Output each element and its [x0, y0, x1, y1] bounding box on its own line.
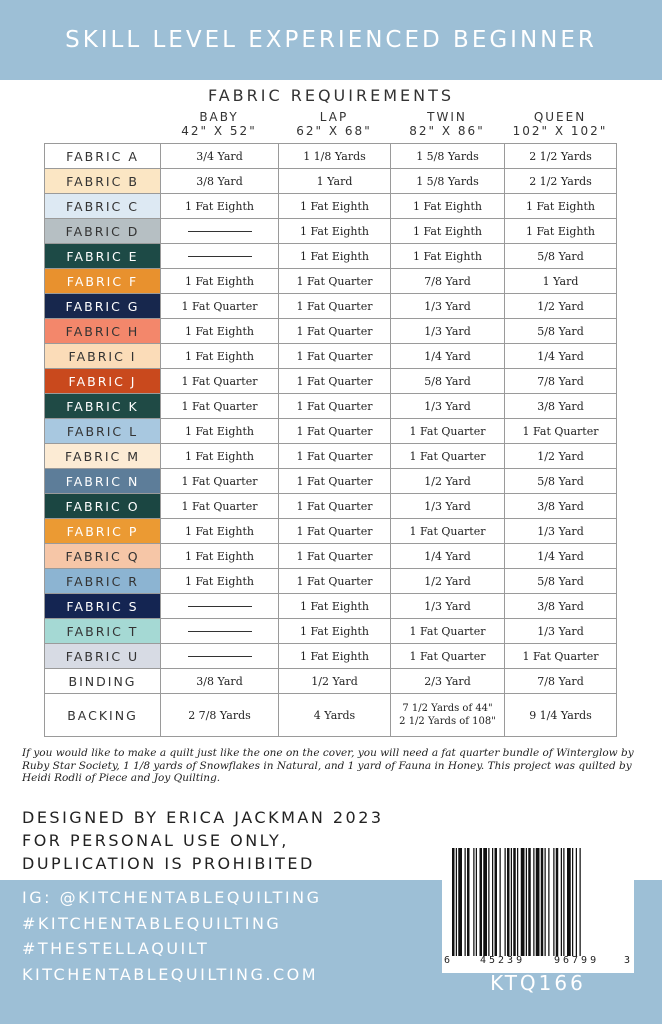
amount-cell: 5/8 Yard	[505, 569, 617, 594]
fabric-name-cell: BACKING	[45, 694, 161, 737]
amount-cell: 1 Fat Quarter	[279, 269, 391, 294]
amount-cell: 1/3 Yard	[505, 619, 617, 644]
barcode-bar	[526, 848, 527, 956]
amount-cell: 2 7/8 Yards	[161, 694, 279, 737]
table-row	[45, 294, 617, 319]
barcode-bar	[488, 848, 489, 956]
amount-cell: 1 Fat Eighth	[391, 194, 505, 219]
amount-cell: 5/8 Yard	[505, 244, 617, 269]
amount-cell: 1 Fat Quarter	[279, 394, 391, 419]
amount-cell: 1/3 Yard	[391, 319, 505, 344]
table-row	[45, 244, 617, 269]
amount-cell: 1/3 Yard	[391, 394, 505, 419]
fabric-name-cell: FABRIC K	[45, 394, 161, 419]
amount-cell: 1/3 Yard	[505, 519, 617, 544]
fabric-name-cell: FABRIC F	[45, 269, 161, 294]
fabric-name-cell: FABRIC L	[45, 419, 161, 444]
table-row	[45, 444, 617, 469]
amount-cell: 1 Yard	[279, 169, 391, 194]
barcode-bar	[561, 848, 562, 956]
amount-cell: 3/8 Yard	[505, 394, 617, 419]
table-row	[45, 419, 617, 444]
amount-cell: 1 Fat Eighth	[161, 444, 279, 469]
fabric-name-cell: FABRIC B	[45, 169, 161, 194]
barcode-bar	[473, 848, 474, 956]
table-row	[45, 619, 617, 644]
amount-cell: 4 Yards	[279, 694, 391, 737]
size-header-twin	[390, 110, 504, 138]
fabric-requirements-title: FABRIC REQUIREMENTS	[207, 86, 455, 105]
dash-line	[188, 656, 252, 657]
amount-cell: 1 Fat Eighth	[505, 219, 617, 244]
barcode-bar	[467, 848, 470, 956]
barcode-bar	[452, 848, 455, 956]
size-name: QUEEN	[533, 110, 587, 124]
amount-cell: 1/3 Yard	[391, 294, 505, 319]
barcode-bar	[572, 848, 573, 956]
barcode-bar	[536, 848, 540, 956]
amount-cell: 1 Fat Eighth	[279, 244, 391, 269]
fabric-name-cell: FABRIC P	[45, 519, 161, 544]
table-row	[45, 694, 617, 737]
fabric-name-cell: FABRIC U	[45, 644, 161, 669]
barcode-bar	[545, 848, 546, 956]
amount-cell: 1/3 Yard	[391, 594, 505, 619]
amount-cell: 1/2 Yard	[391, 469, 505, 494]
size-name: BABY	[199, 110, 239, 124]
barcode-bar	[533, 848, 534, 956]
not-needed-cell	[161, 644, 279, 669]
amount-cell: 1 Fat Quarter	[391, 644, 505, 669]
amount-cell: 1 Fat Eighth	[161, 419, 279, 444]
amount-cell: 1 Fat Eighth	[161, 544, 279, 569]
fabric-name-cell: FABRIC T	[45, 619, 161, 644]
size-header-queen	[504, 110, 616, 138]
amount-cell: 1 Fat Quarter	[279, 494, 391, 519]
fabric-name-cell: FABRIC I	[45, 344, 161, 369]
amount-cell: 1 Fat Quarter	[161, 369, 279, 394]
size-dims: 82" X 86"	[409, 124, 485, 138]
barcode-bar	[511, 848, 512, 956]
barcode-bar	[556, 848, 559, 956]
fabric-name-cell: FABRIC E	[45, 244, 161, 269]
fabric-name-cell: FABRIC M	[45, 444, 161, 469]
amount-cell: 1/4 Yard	[391, 544, 505, 569]
amount-cell: 1 Fat Quarter	[279, 294, 391, 319]
table-row	[45, 269, 617, 294]
barcode-bar	[580, 848, 581, 956]
table-row	[45, 519, 617, 544]
table-row	[45, 344, 617, 369]
cover-quilt-note: If you would like to make a quilt just like the one on the cover, you will need a fat quarter bundle of Winterglow by Ruby Star Society, 1 1/8 yards of Snowflakes in Natural, and 1 yard of Fauna in Honey. This project was quilted by Heidi Rodli of Piece and Joy Quilting.	[22, 747, 634, 784]
fabric-name-cell: FABRIC S	[45, 594, 161, 619]
amount-cell: 1 Fat Quarter	[505, 419, 617, 444]
barcode-bar	[458, 848, 462, 956]
amount-cell: 2 1/2 Yards	[505, 144, 617, 169]
amount-cell: 1 Fat Quarter	[391, 444, 505, 469]
fabric-name-cell: FABRIC Q	[45, 544, 161, 569]
table-row	[45, 594, 617, 619]
top-banner	[0, 0, 662, 80]
dash-line	[188, 231, 252, 232]
fabric-name-cell: FABRIC R	[45, 569, 161, 594]
fabric-name-cell: FABRIC A	[45, 144, 161, 169]
table-row	[45, 319, 617, 344]
amount-cell: 1 Fat Eighth	[161, 319, 279, 344]
amount-cell: 3/8 Yard	[505, 594, 617, 619]
barcode-bar	[513, 848, 516, 956]
barcode-bar	[456, 848, 457, 956]
amount-cell: 1 1/8 Yards	[279, 144, 391, 169]
amount-cell: 1 Fat Quarter	[279, 369, 391, 394]
fabric-name-cell: FABRIC G	[45, 294, 161, 319]
amount-cell: 1 Fat Quarter	[279, 319, 391, 344]
dash-line	[188, 606, 252, 607]
barcode-digit-last: 3	[624, 955, 631, 966]
not-needed-cell	[161, 244, 279, 269]
amount-cell: 1 Fat Eighth	[161, 269, 279, 294]
amount-cell: 1 Fat Quarter	[279, 344, 391, 369]
amount-cell: 1 Fat Quarter	[279, 569, 391, 594]
amount-cell: 9 1/4 Yards	[505, 694, 617, 737]
size-header-lap	[278, 110, 390, 138]
amount-cell: 1 Fat Eighth	[391, 219, 505, 244]
amount-cell: 1/2 Yard	[505, 444, 617, 469]
amount-cell: 1 Yard	[505, 269, 617, 294]
amount-cell: 1 Fat Eighth	[161, 569, 279, 594]
credits	[22, 806, 384, 875]
amount-cell: 1 Fat Eighth	[279, 644, 391, 669]
table-row	[45, 669, 617, 694]
amount-cell: 1 Fat Quarter	[161, 394, 279, 419]
not-needed-cell	[161, 219, 279, 244]
table-row	[45, 194, 617, 219]
amount-cell: 5/8 Yard	[391, 369, 505, 394]
amount-cell: 2/3 Yard	[391, 669, 505, 694]
barcode-bar	[483, 848, 487, 956]
amount-cell: 1/2 Yard	[505, 294, 617, 319]
fabric-name-cell: FABRIC D	[45, 219, 161, 244]
amount-cell: 1 Fat Eighth	[279, 194, 391, 219]
amount-cell: 1 Fat Eighth	[161, 194, 279, 219]
barcode-bar	[517, 848, 518, 956]
barcode-bar	[465, 848, 466, 956]
fabric-name-cell: FABRIC H	[45, 319, 161, 344]
table-row	[45, 494, 617, 519]
table-row	[45, 169, 617, 194]
barcode-bar	[541, 848, 544, 956]
amount-cell: 1/4 Yard	[505, 344, 617, 369]
barcode-bar	[505, 848, 506, 956]
not-needed-cell	[161, 594, 279, 619]
amount-cell: 1 Fat Eighth	[161, 519, 279, 544]
barcode-bar	[507, 848, 510, 956]
amount-cell: 1 Fat Quarter	[391, 619, 505, 644]
amount-cell: 1 Fat Eighth	[279, 594, 391, 619]
amount-cell: 1 Fat Quarter	[279, 444, 391, 469]
amount-cell: 3/8 Yard	[161, 669, 279, 694]
amount-cell: 1 Fat Quarter	[161, 494, 279, 519]
fabric-name-cell: BINDING	[45, 669, 161, 694]
barcode-bar	[553, 848, 554, 956]
fabric-name-cell: FABRIC N	[45, 469, 161, 494]
amount-cell: 1/2 Yard	[279, 669, 391, 694]
barcode-bar	[492, 848, 493, 956]
social-links	[22, 885, 322, 987]
size-name: LAP	[319, 110, 349, 124]
not-needed-cell	[161, 619, 279, 644]
barcode-bar	[476, 848, 477, 956]
amount-cell: 1 Fat Eighth	[161, 344, 279, 369]
hashtag-kitchentablequilting: #KITCHENTABLEQUILTING	[22, 913, 282, 933]
product-code: KTQ166	[490, 971, 586, 995]
amount-cell: 1 Fat Quarter	[391, 519, 505, 544]
amount-cell: 1 Fat Eighth	[279, 619, 391, 644]
barcode-bars	[452, 848, 624, 956]
amount-cell: 1 5/8 Yards	[391, 169, 505, 194]
amount-cell: 1 Fat Quarter	[279, 544, 391, 569]
amount-cell: 3/8 Yard	[505, 494, 617, 519]
amount-cell: 1 Fat Quarter	[505, 644, 617, 669]
amount-cell: 1/3 Yard	[391, 494, 505, 519]
barcode-bar	[528, 848, 531, 956]
size-name: TWIN	[427, 110, 467, 124]
table-row	[45, 544, 617, 569]
amount-cell: 2 1/2 Yards	[505, 169, 617, 194]
amount-cell: 3/4 Yard	[161, 144, 279, 169]
designer-credit: DESIGNED BY ERICA JACKMAN 2023	[22, 808, 384, 827]
dash-line	[188, 256, 252, 257]
amount-cell: 1 Fat Eighth	[505, 194, 617, 219]
barcode-digits-left: 45239	[480, 955, 526, 966]
amount-cell: 7/8 Yard	[505, 669, 617, 694]
website: KITCHENTABLEQUILTING.COM	[22, 964, 319, 984]
table-row	[45, 644, 617, 669]
barcode-bar	[567, 848, 571, 956]
amount-cell: 1 5/8 Yards	[391, 144, 505, 169]
amount-cell: 1 Fat Quarter	[161, 294, 279, 319]
table-row	[45, 219, 617, 244]
table-row	[45, 469, 617, 494]
barcode-bar	[563, 848, 564, 956]
amount-cell: 1/2 Yard	[391, 569, 505, 594]
amount-cell: 7/8 Yard	[391, 269, 505, 294]
table-row	[45, 394, 617, 419]
barcode-bar	[576, 848, 577, 956]
fabric-requirements-table	[44, 143, 617, 737]
skill-level: SKILL LEVEL EXPERIENCED BEGINNER	[65, 27, 597, 53]
fabric-name-cell: FABRIC J	[45, 369, 161, 394]
amount-cell: 5/8 Yard	[505, 469, 617, 494]
size-dims: 62" X 68"	[296, 124, 372, 138]
duplication-notice: DUPLICATION IS PROHIBITED	[22, 854, 315, 873]
barcode-bar	[480, 848, 483, 956]
amount-cell: 1 Fat Quarter	[391, 419, 505, 444]
amount-cell: 1 Fat Quarter	[161, 469, 279, 494]
amount-cell: 3/8 Yard	[161, 169, 279, 194]
personal-use-notice: FOR PERSONAL USE ONLY,	[22, 831, 289, 850]
barcode-bar	[500, 848, 501, 956]
amount-cell: 1 Fat Quarter	[279, 469, 391, 494]
size-dims: 42" X 52"	[181, 124, 257, 138]
dash-line	[188, 631, 252, 632]
barcode-bar	[521, 848, 525, 956]
amount-cell: 1/4 Yard	[505, 544, 617, 569]
table-row	[45, 369, 617, 394]
instagram-handle: IG: @KITCHENTABLEQUILTING	[22, 888, 322, 907]
table-row	[45, 569, 617, 594]
barcode-bar	[495, 848, 498, 956]
size-dims: 102" X 102"	[512, 124, 608, 138]
size-header-baby	[160, 110, 278, 138]
amount-cell: 7/8 Yard	[505, 369, 617, 394]
fabric-name-cell: FABRIC C	[45, 194, 161, 219]
amount-cell: 1/4 Yard	[391, 344, 505, 369]
amount-cell: 1 Fat Eighth	[279, 219, 391, 244]
barcode-digits-right: 96799	[554, 955, 600, 966]
barcode-bar	[548, 848, 549, 956]
barcode-digit-first: 6	[444, 955, 451, 966]
barcode	[442, 843, 634, 973]
table-body	[45, 144, 617, 737]
fabric-name-cell: FABRIC O	[45, 494, 161, 519]
amount-cell: 1 Fat Quarter	[279, 519, 391, 544]
amount-cell: 5/8 Yard	[505, 319, 617, 344]
hashtag-thestellaquilt: #THESTELLAQUILT	[22, 939, 210, 958]
amount-cell: 1 Fat Eighth	[391, 244, 505, 269]
table-row	[45, 144, 617, 169]
amount-cell: 1 Fat Quarter	[279, 419, 391, 444]
amount-cell: 7 1/2 Yards of 44" 2 1/2 Yards of 108"	[391, 694, 505, 737]
